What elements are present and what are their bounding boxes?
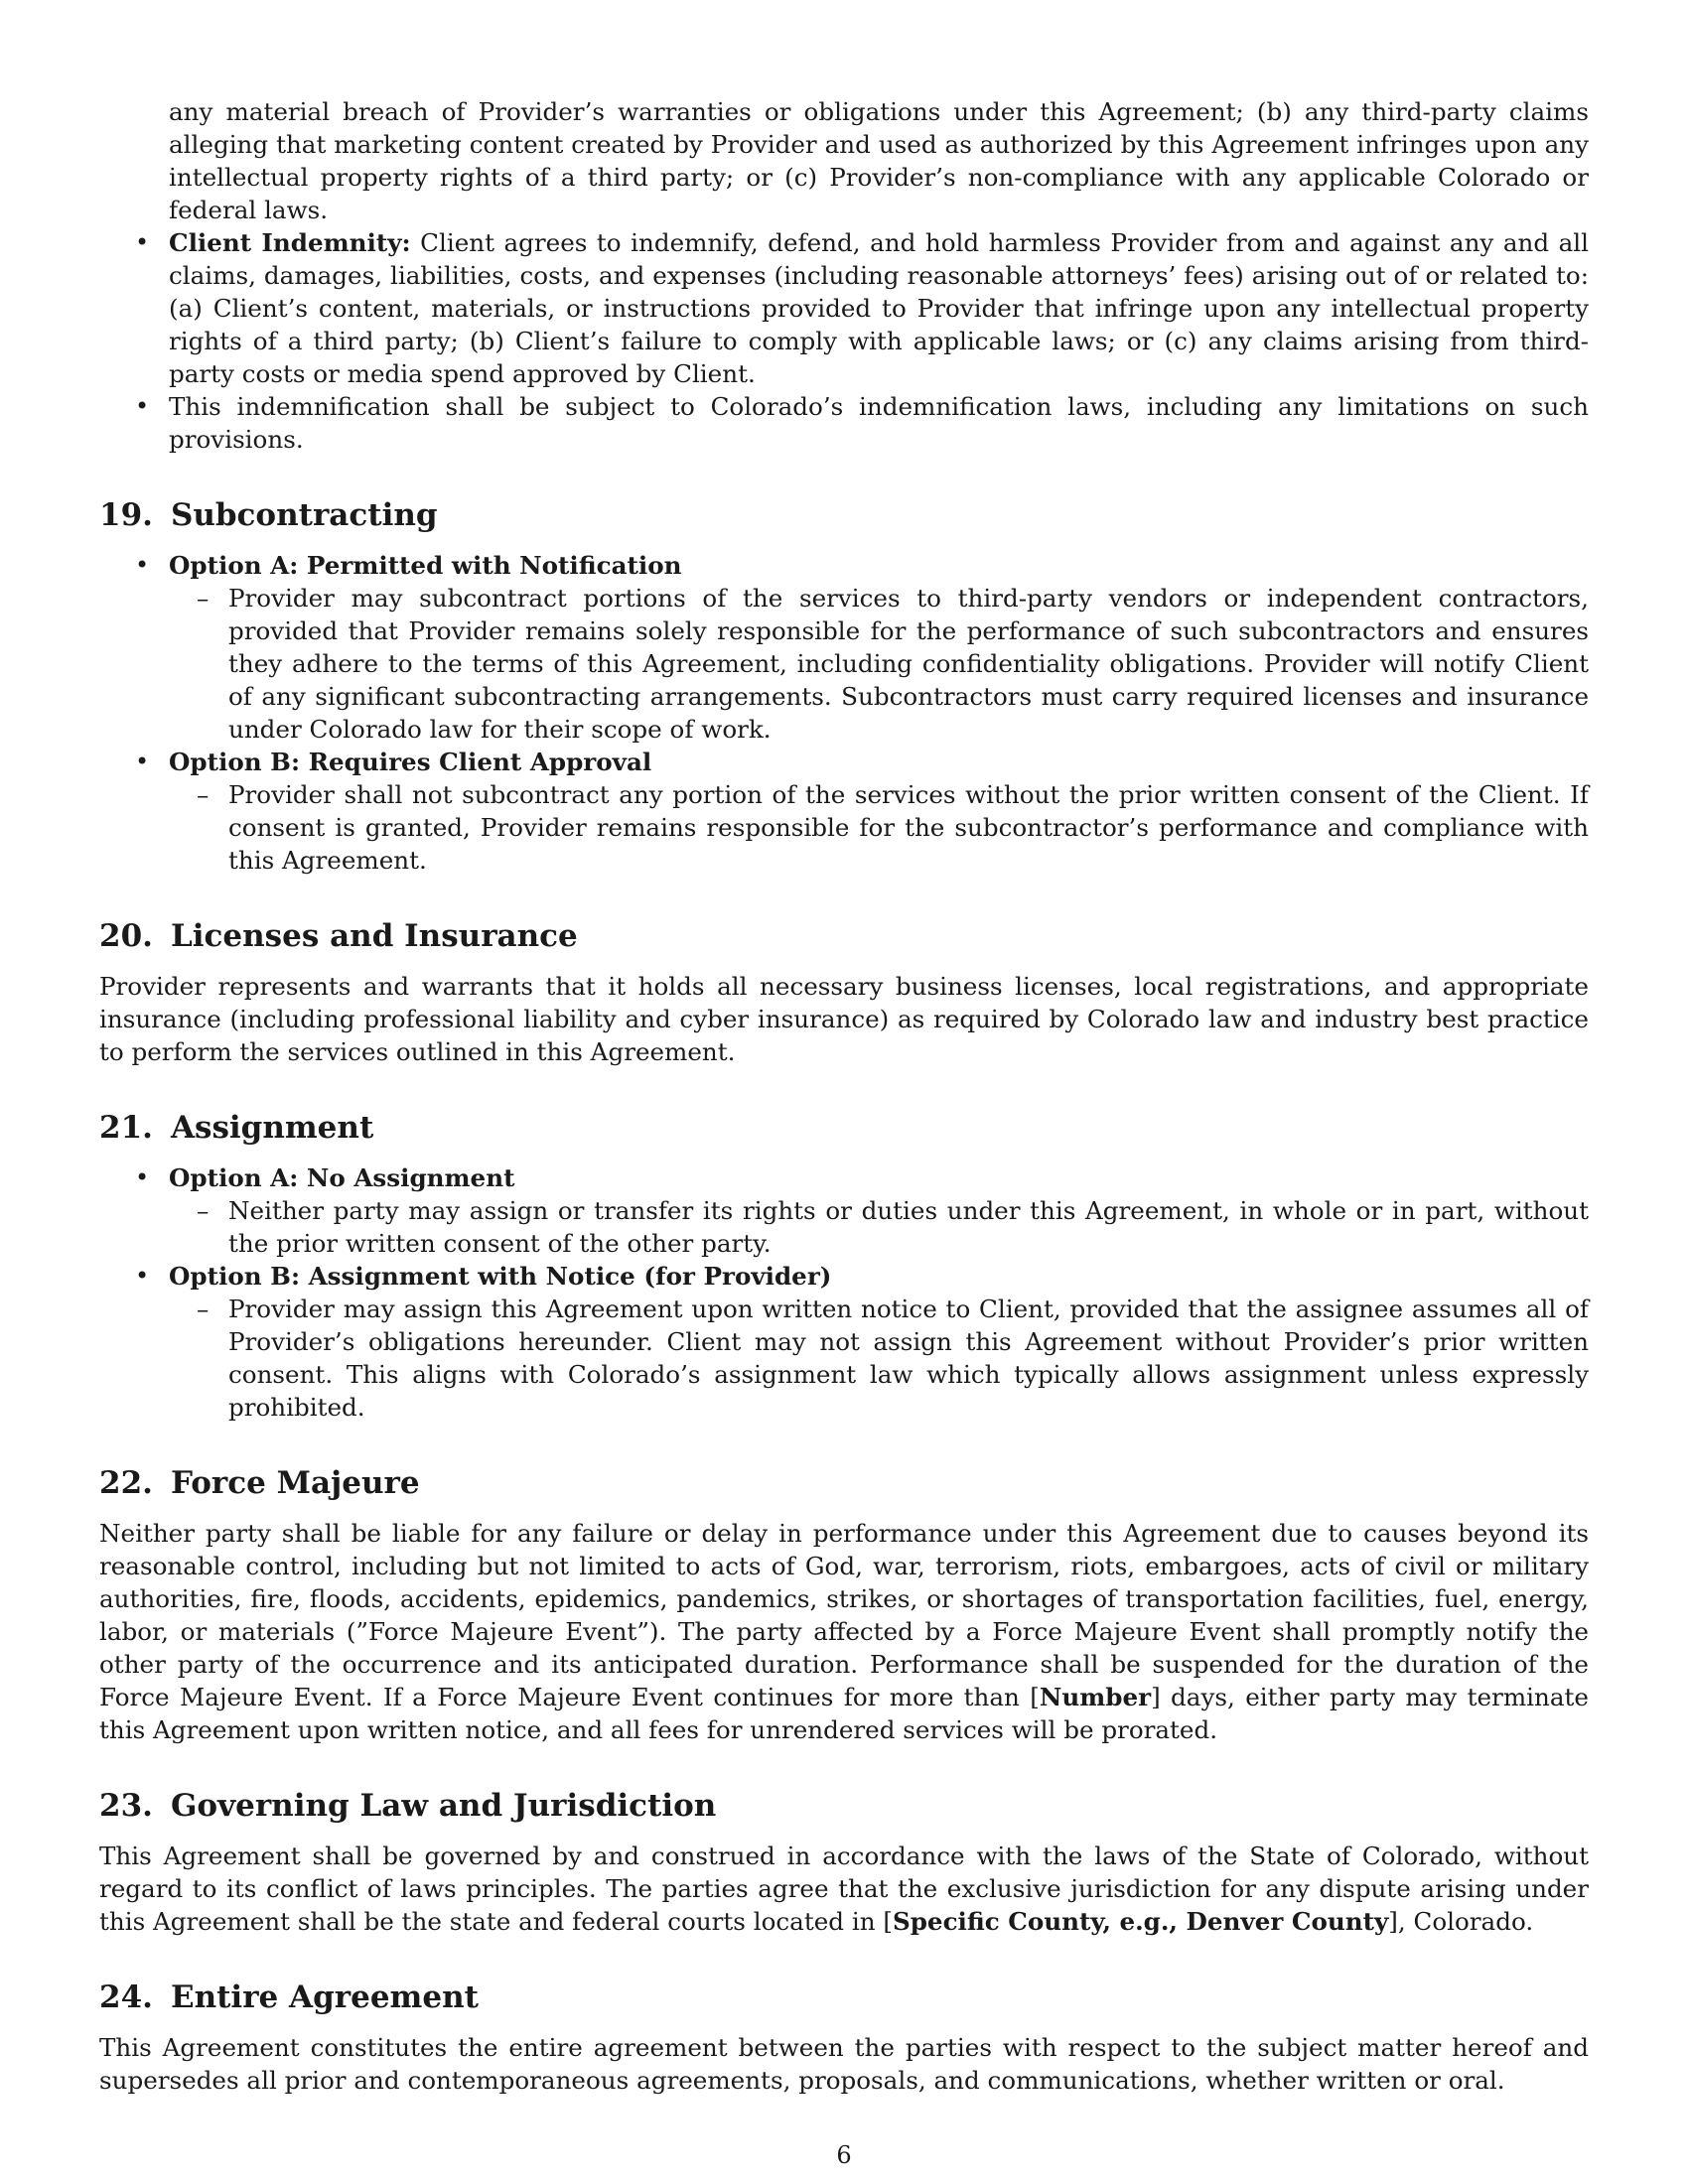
colorado-indemnification-note	[99, 390, 1589, 456]
section-23-heading	[99, 1786, 1589, 1826]
option-a-text: – Provider may subcontract portions of the services to third-party vendors or independent contractors, provided that Provider remains solely responsible for the performance of such subcontractors and ensures they adhere to the terms of this Agreement, including confidentiality obligations. Provider will notify Client of any significant subcontracting arrangements. Subcontractors must carry required licenses and insurance under Colorado law for their scope of work.	[169, 582, 1589, 746]
force-majeure-body	[99, 1517, 1589, 1746]
force-majeure-text: Neither party shall be liable for any failure or delay in performance under this Agreement due to causes beyond its reasonable control, including but not limited to acts of God, war, terrorism, riots, embargoes, acts of civil or military authorities, fire, floods, accidents, epidemics, pandemics, strikes, or shortages of transportation facilities, fuel, energy, labor, or materials (”Force Majeure Event”). The party affected by a Force Majeure Event shall promptly notify the other party of the occurrence and its anticipated duration. Performance shall be suspended for the duration of the Force Majeure Event. If a Force Majeure Event continues for more than [	[99, 1519, 1589, 1711]
option-b-label: Option B: Requires Client Approval	[169, 748, 652, 776]
number-placeholder: Number	[1039, 1683, 1152, 1711]
section-title: Entire Agreement	[170, 1979, 479, 2015]
section-title: Assignment	[170, 1110, 374, 1146]
force-majeure-text-end: ] days, either party may terminate this Agreement upon written notice, and all fees for unrendered services will be prorated.	[99, 1683, 1589, 1744]
section-24-heading	[99, 1978, 1589, 2017]
option-a-label: Option A: No Assignment	[169, 1163, 515, 1192]
subcontracting-option-b	[99, 746, 1589, 877]
page-number: 6	[836, 2141, 852, 2169]
section-title: Subcontracting	[170, 497, 438, 533]
assignment-option-b	[99, 1260, 1589, 1424]
assignment-option-a	[99, 1161, 1589, 1260]
section-22-heading	[99, 1463, 1589, 1503]
section-19-heading	[99, 495, 1589, 535]
governing-law-text-end: ], Colorado.	[1388, 1907, 1534, 1936]
document-page	[99, 95, 1589, 2097]
section-number: 20.	[99, 918, 153, 954]
colorado-note-text: This indemnification shall be subject to Colorado’s indemnification laws, including any limitations on such provisions.	[169, 392, 1589, 454]
option-b-sublist	[169, 1293, 1589, 1424]
option-b-label: Option B: Assignment with Notice (for Provider)	[169, 1262, 832, 1291]
section-number: 23.	[99, 1788, 153, 1824]
section-number: 19.	[99, 497, 153, 533]
option-a-label: Option A: Permitted with Notification	[169, 551, 682, 580]
client-indemnity-item	[99, 226, 1589, 390]
client-indemnity-text: Client agrees to indemnify, defend, and hold harmless Provider from and against any and all claims, damages, liabilities, costs, and expenses (including reasonable attorneys’ fees) arising out of or related to: (a) Client’s content, materials, or instructions provided to Provider that infringe upon any intellectual property rights of a third party; (b) Client’s failure to comply with applicable laws; or (c) any claims arising from third-party costs or media spend approved by Client.	[169, 228, 1589, 388]
option-b-text: – Provider may assign this Agreement upon written notice to Client, provided that the assignee assumes all of Provider’s obligations hereunder. Client may not assign this Agreement without Provider’s prior written consent. This aligns with Colorado’s assignment law which typically allows assignment unless expressly prohibited.	[169, 1293, 1589, 1424]
subcontracting-option-a	[99, 549, 1589, 746]
provider-indemnity-text: any material breach of Provider’s warranties or obligations under this Agreement; (b) any third-party claims alleging that marketing content created by Provider and used as authorized by this Agreement infringes upon any intellectual property rights of a third party; or (c) Provider’s non-compliance with any applicable Colorado or federal laws.	[169, 97, 1589, 224]
section-number: 22.	[99, 1465, 153, 1501]
section-number: 24.	[99, 1979, 153, 2015]
section-number: 21.	[99, 1110, 153, 1146]
assignment-options	[99, 1161, 1589, 1424]
section-title: Governing Law and Jurisdiction	[170, 1788, 717, 1824]
option-a-sublist	[169, 1194, 1589, 1260]
governing-law-body	[99, 1840, 1589, 1938]
option-b-sublist	[169, 778, 1589, 877]
client-indemnity-label: Client Indemnity:	[169, 228, 411, 257]
section-title: Force Majeure	[170, 1465, 420, 1501]
option-a-text: – Neither party may assign or transfer its rights or duties under this Agreement, in whole or in part, without the prior written consent of the other party.	[169, 1194, 1589, 1260]
governing-law-text: This Agreement shall be governed by and construed in accordance with the laws of the State of Colorado, without regard to its conflict of laws principles. The parties agree that the exclusive jurisdiction for any dispute arising under this Agreement shall be the state and federal courts located in [	[99, 1842, 1589, 1936]
subcontracting-options	[99, 549, 1589, 877]
section-21-heading	[99, 1108, 1589, 1148]
section-20-heading	[99, 916, 1589, 956]
county-placeholder: Specific County, e.g., Denver County	[892, 1907, 1389, 1936]
section-title: Licenses and Insurance	[170, 918, 578, 954]
option-a-sublist	[169, 582, 1589, 746]
indemnification-list	[99, 95, 1589, 456]
licenses-body: Provider represents and warrants that it holds all necessary business licenses, local registrations, and appropriate insurance (including professional liability and cyber insurance) as required by Colorado law and industry best practice to perform the services outlined in this Agreement.	[99, 972, 1589, 1066]
provider-indemnity-continuation	[99, 95, 1589, 226]
entire-agreement-body: This Agreement constitutes the entire agreement between the parties with respect to the subject matter hereof and supersedes all prior and contemporaneous agreements, proposals, and communications, whether written or oral.	[99, 2033, 1589, 2095]
option-b-text: – Provider shall not subcontract any portion of the services without the prior written consent of the Client. If consent is granted, Provider remains responsible for the subcontractor’s performance and compliance with this Agreement.	[169, 778, 1589, 877]
